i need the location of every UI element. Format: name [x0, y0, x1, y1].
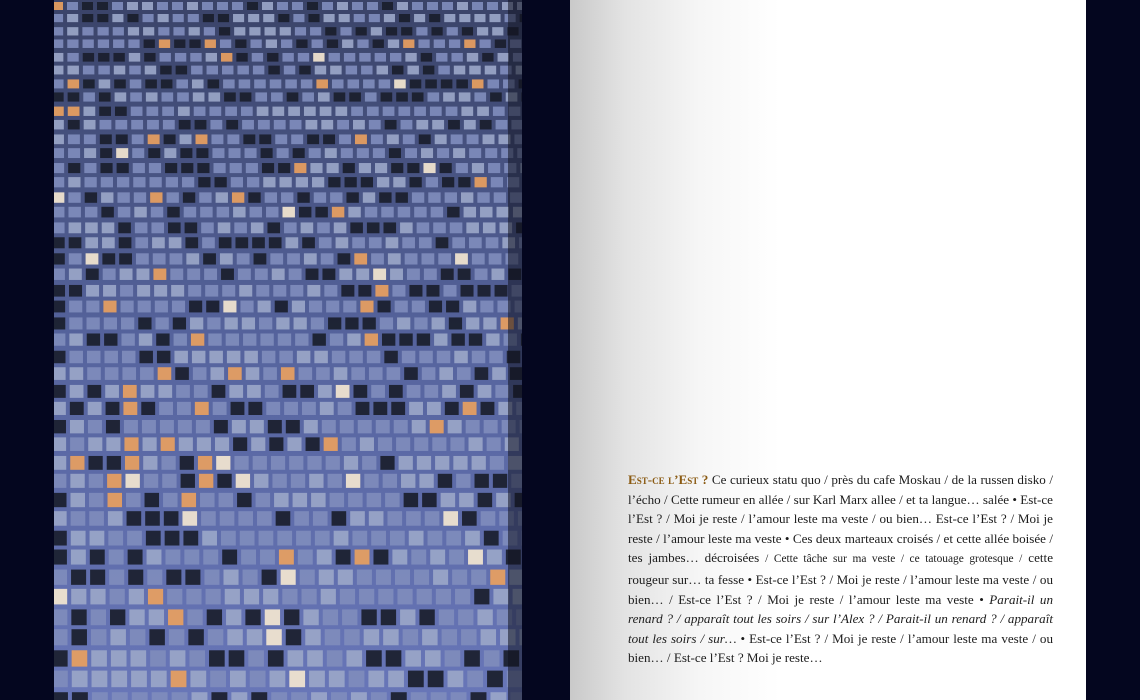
poem-title: Est-ce l’Est ?	[628, 472, 709, 487]
poem-text-2: cette rougeur sur… ta fesse • Est-ce l’Est ? / Moi je reste / l’amour leste ma veste / ou bien… / Est-ce l’Est ? / Moi je reste / l’amour leste ma veste •	[628, 550, 1054, 607]
poem-text-small: / Cette tâche sur ma veste / ce tatouage grotesque /	[765, 553, 1023, 566]
building-photo	[54, 0, 522, 700]
poem-text-italic: Parait-il un renard ? / apparaît tout les soirs / sur l’Alex ? / Parait-il un renard ? / apparaît tout les soirs / sur…	[628, 591, 1053, 646]
building-facade-image	[54, 0, 522, 700]
poem-text-1: Ce curieux statu quo / près du cafe Moskau / de la russen disko / l’écho / Cette rumeur en allée / sur Karl Marx allee / et ta langue… salée • Est-ce l’Est ? / Moi je reste / l’amour leste ma veste / ou bien… Est-ce l’Est ? / Moi je reste / l’amour leste ma veste • Ces deux marteaux croisés / et cette allée boisée / tes jambes… décroisées	[628, 472, 1053, 566]
poem-text-3: • Est-ce l’Est ? / Moi je reste / l’amour leste ma veste / ou bien… / Est-ce l’Est ? Moi je reste…	[628, 630, 1053, 666]
poem-paragraph	[628, 470, 1053, 668]
text-page	[570, 0, 1086, 700]
